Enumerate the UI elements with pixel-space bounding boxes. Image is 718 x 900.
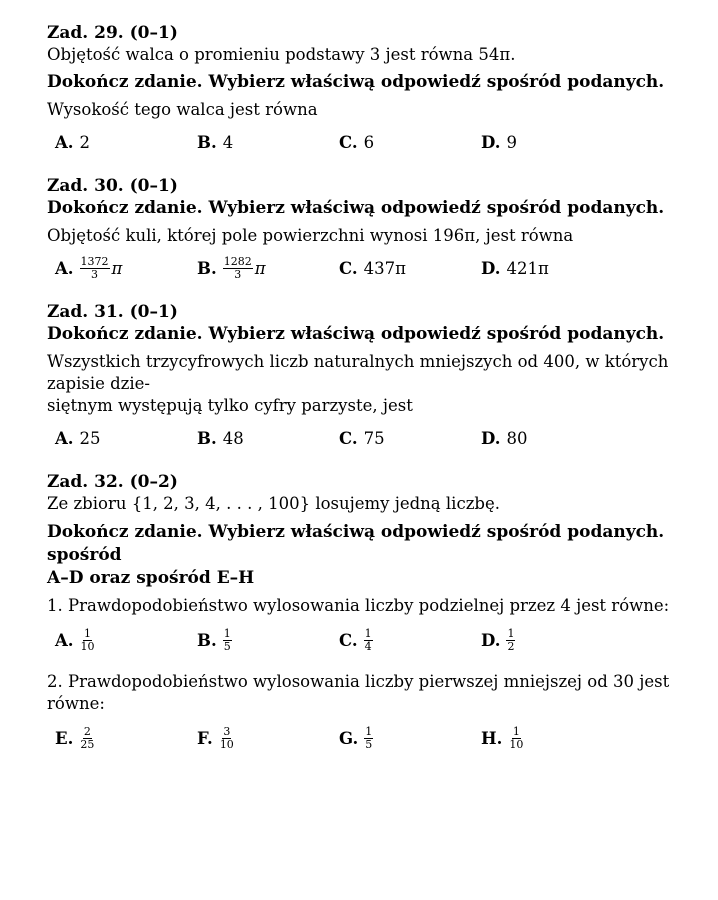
fraction-numerator: 1 <box>365 724 373 738</box>
answer-letter: B. <box>197 132 217 152</box>
answer-letter: H. <box>481 728 503 748</box>
answer-option[interactable] <box>197 253 266 283</box>
exam-page <box>47 22 677 755</box>
fraction-numerator: 1 <box>84 626 92 640</box>
task-intro: Ze zbioru {1, 2, 3, 4, . . . , 100} losujemy jedną liczbę. <box>47 494 500 513</box>
answer-option[interactable] <box>481 127 517 157</box>
answer-letter: D. <box>481 428 501 448</box>
answer-fraction <box>80 256 110 281</box>
task-question: Wysokość tego walca jest równa <box>47 100 318 119</box>
task-question-line: siętnym występują tylko cyfry parzyste, jest <box>47 396 413 415</box>
answer-option[interactable] <box>55 127 90 157</box>
answer-option[interactable] <box>55 721 95 755</box>
task-instruction: Dokończ zdanie. Wybierz właściwą odpowiedź spośród podanych. <box>47 198 665 218</box>
answer-letter: D. <box>481 132 501 152</box>
pi-symbol: π <box>254 258 266 278</box>
answer-fraction <box>364 628 373 653</box>
task-intro: Objętość walca o promieniu podstawy 3 jest równa 54π. <box>47 45 516 64</box>
answer-value: 80 <box>506 428 528 448</box>
answer-value: 48 <box>222 428 244 448</box>
subquestion-2: 2. Prawdopodobieństwo wylosowania liczby pierwszej mniejszej od 30 jest równe: <box>47 672 670 713</box>
answer-option[interactable] <box>197 423 244 453</box>
fraction-numerator: 3 <box>223 724 231 738</box>
fraction-numerator: 2 <box>83 724 91 738</box>
task-header: Zad. 32. (0–2) <box>47 472 178 492</box>
answer-option[interactable] <box>339 423 385 453</box>
subquestion-1: 1. Prawdopodobieństwo wylosowania liczby podzielnej przez 4 jest równe: <box>47 596 670 615</box>
task-header: Zad. 31. (0–1) <box>47 302 178 322</box>
answer-option[interactable] <box>197 623 232 657</box>
answer-letter: A. <box>55 630 74 650</box>
fraction-denominator: 10 <box>80 639 95 653</box>
task-question: Objętość kuli, której pole powierzchni wynosi 196π, jest równa <box>47 226 574 245</box>
answer-value: 4 <box>222 132 234 152</box>
answer-fraction <box>219 726 235 751</box>
fraction-denominator: 25 <box>80 737 95 751</box>
answer-fraction <box>79 726 95 751</box>
answer-letter: D. <box>481 630 501 650</box>
answer-letter: F. <box>197 728 213 748</box>
fraction-numerator: 1282 <box>223 254 252 268</box>
fraction-denominator: 10 <box>219 737 234 751</box>
fraction-denominator: 3 <box>234 267 242 281</box>
answer-fraction <box>223 628 232 653</box>
answer-letter: B. <box>197 630 217 650</box>
task-29 <box>47 22 677 157</box>
task-instruction: Dokończ zdanie. Wybierz właściwą odpowiedź spośród podanych. <box>47 72 665 92</box>
fraction-numerator: 1 <box>364 626 372 640</box>
task-instruction: Dokończ zdanie. Wybierz właściwą odpowiedź spośród podanych. <box>47 324 665 344</box>
fraction-denominator: 10 <box>509 737 524 751</box>
answer-option[interactable] <box>481 253 549 283</box>
answer-option[interactable] <box>481 623 515 657</box>
answer-letter: A. <box>55 132 74 152</box>
answer-fraction <box>223 256 253 281</box>
fraction-denominator: 5 <box>365 737 373 751</box>
answer-option[interactable] <box>197 127 233 157</box>
answer-letter: D. <box>481 258 501 278</box>
pi-symbol: π <box>111 258 123 278</box>
answer-letter: E. <box>55 728 74 748</box>
answer-option[interactable] <box>197 721 235 755</box>
answer-option[interactable] <box>339 253 406 283</box>
fraction-denominator: 4 <box>364 639 372 653</box>
answer-fraction <box>80 628 96 653</box>
answer-fraction <box>364 726 373 751</box>
answer-option[interactable] <box>339 721 373 755</box>
answer-value: 421π <box>506 258 549 278</box>
answer-option[interactable] <box>55 623 96 657</box>
answer-fraction <box>506 628 515 653</box>
fraction-numerator: 1 <box>507 626 515 640</box>
fraction-numerator: 1 <box>223 626 231 640</box>
fraction-denominator: 3 <box>91 267 99 281</box>
answer-row <box>47 721 677 755</box>
answer-value: 75 <box>363 428 385 448</box>
answer-row <box>47 423 677 453</box>
answer-value: 25 <box>79 428 101 448</box>
answer-value: 9 <box>506 132 517 152</box>
answer-option[interactable] <box>339 623 373 657</box>
task-30 <box>47 175 677 283</box>
answer-option[interactable] <box>481 423 527 453</box>
task-header: Zad. 29. (0–1) <box>47 23 178 43</box>
answer-option[interactable] <box>339 127 374 157</box>
answer-letter: B. <box>197 258 217 278</box>
task-instruction-line: Dokończ zdanie. Wybierz właściwą odpowiedź spośród podanych. spośród <box>47 522 665 565</box>
task-question-line: Wszystkich trzycyfrowych liczb naturalnych mniejszych od 400, w których zapisie dzie- <box>47 352 669 393</box>
answer-option[interactable] <box>55 253 122 283</box>
answer-value: 6 <box>363 132 375 152</box>
fraction-denominator: 5 <box>223 639 231 653</box>
answer-value: 437π <box>363 258 406 278</box>
answer-value: 2 <box>79 132 91 152</box>
task-32 <box>47 471 677 755</box>
answer-letter: G. <box>339 728 359 748</box>
answer-letter: A. <box>55 258 74 278</box>
task-31 <box>47 301 677 453</box>
answer-letter: C. <box>339 428 358 448</box>
task-instruction-line: A–D oraz spośród E–H <box>47 568 255 588</box>
answer-option[interactable] <box>481 721 524 755</box>
answer-letter: C. <box>339 630 358 650</box>
answer-row <box>47 127 677 157</box>
answer-letter: A. <box>55 428 74 448</box>
answer-row <box>47 623 677 657</box>
answer-row <box>47 253 677 283</box>
answer-letter: B. <box>197 428 217 448</box>
answer-fraction <box>508 726 524 751</box>
fraction-numerator: 1372 <box>80 254 109 268</box>
answer-letter: C. <box>339 258 358 278</box>
answer-letter: C. <box>339 132 358 152</box>
task-header: Zad. 30. (0–1) <box>47 176 178 196</box>
answer-option[interactable] <box>55 423 101 453</box>
fraction-numerator: 1 <box>512 724 520 738</box>
fraction-denominator: 2 <box>507 639 515 653</box>
